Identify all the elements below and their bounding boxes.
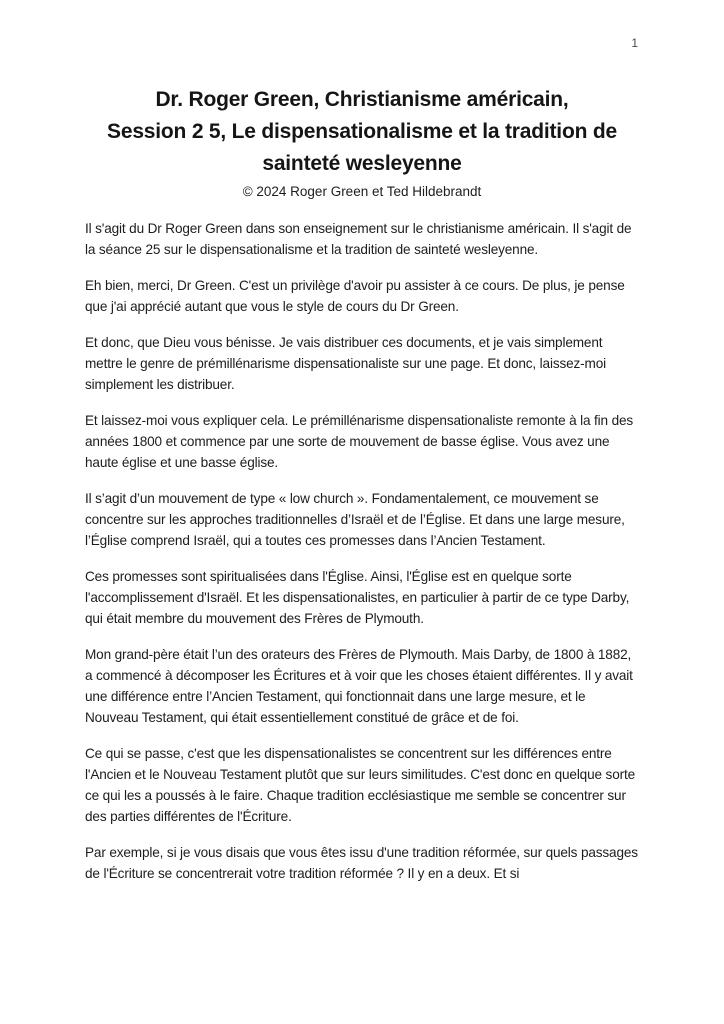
title-line-2: Session 2 5, Le dispensationalisme et la tradition de — [107, 120, 617, 143]
paragraph-7: Mon grand-père était l’un des orateurs des Frères de Plymouth. Mais Darby, de 1800 à 1882, a commencé à décomposer les Écritures et à voir que les choses étaient différentes. Il y avait une différence entre l’Ancien Testament, qui fonctionnait dans une large mesure, et le Nouveau Testament, qui était essentiellement constitué de grâce et de foi. — [85, 647, 633, 725]
paragraph-5: Il s’agit d’un mouvement de type « low church ». Fondamentalement, ce mouvement se concentre sur les approches traditionnelles d’Israël et de l’Église. Et dans une large mesure, l’Église comprend Israël, qui a toutes ces promesses dans l’Ancien Testament. — [85, 491, 625, 548]
document-header — [0, 0, 724, 201]
paragraph-8: Ce qui se passe, c'est que les dispensationalistes se concentrent sur les différences entre l'Ancien et le Nouveau Testament plutôt que sur leurs similitudes. C'est donc en quelque sorte ce qui les a poussés à le faire. Chaque tradition ecclésiastique me semble se concentrer sur des parties différentes de l'Écriture. — [85, 746, 636, 824]
copyright-line: © 2024 Roger Green et Ted Hildebrandt — [242, 184, 482, 199]
paragraph-1: Il s'agit du Dr Roger Green dans son enseignement sur le christianisme américain. Il s'agit de la séance 25 sur le dispensationalisme et la tradition de sainteté wesleyenne. — [85, 221, 632, 257]
paragraph-2: Eh bien, merci, Dr Green. C'est un privilège d'avoir pu assister à ce cours. De plus, je pense que j'ai apprécié autant que vous le style de cours du Dr Green. — [85, 278, 625, 314]
page-number: 1 — [631, 36, 638, 50]
document-title — [0, 84, 724, 180]
paragraph-4: Et laissez-moi vous expliquer cela. Le prémillénarisme dispensationaliste remonte à la fin des années 1800 et commence par une sorte de mouvement de basse église. Vous avez une haute église et une basse église. — [85, 413, 634, 470]
paragraph-3: Et donc, que Dieu vous bénisse. Je vais distribuer ces documents, et je vais simplement mettre le genre de prémillénarisme dispensationaliste sur une page. Et donc, laissez-moi simplement les distribuer. — [85, 335, 607, 392]
document-body — [85, 218, 642, 884]
title-line-1: Dr. Roger Green, Christianisme américain, — [155, 88, 569, 111]
paragraph-9: Par exemple, si je vous disais que vous êtes issu d'une tradition réformée, sur quels passages de l'Écriture se concentrerait votre tradition réformée ? Il y en a deux. Et si — [85, 845, 638, 881]
paragraph-6: Ces promesses sont spiritualisées dans l'Église. Ainsi, l'Église est en quelque sorte l'accomplissement d'Israël. Et les dispensationalistes, en particulier à partir de ce type Darby, qui était membre du mouvement des Frères de Plymouth. — [85, 569, 630, 626]
title-line-3: sainteté wesleyenne — [262, 152, 462, 175]
